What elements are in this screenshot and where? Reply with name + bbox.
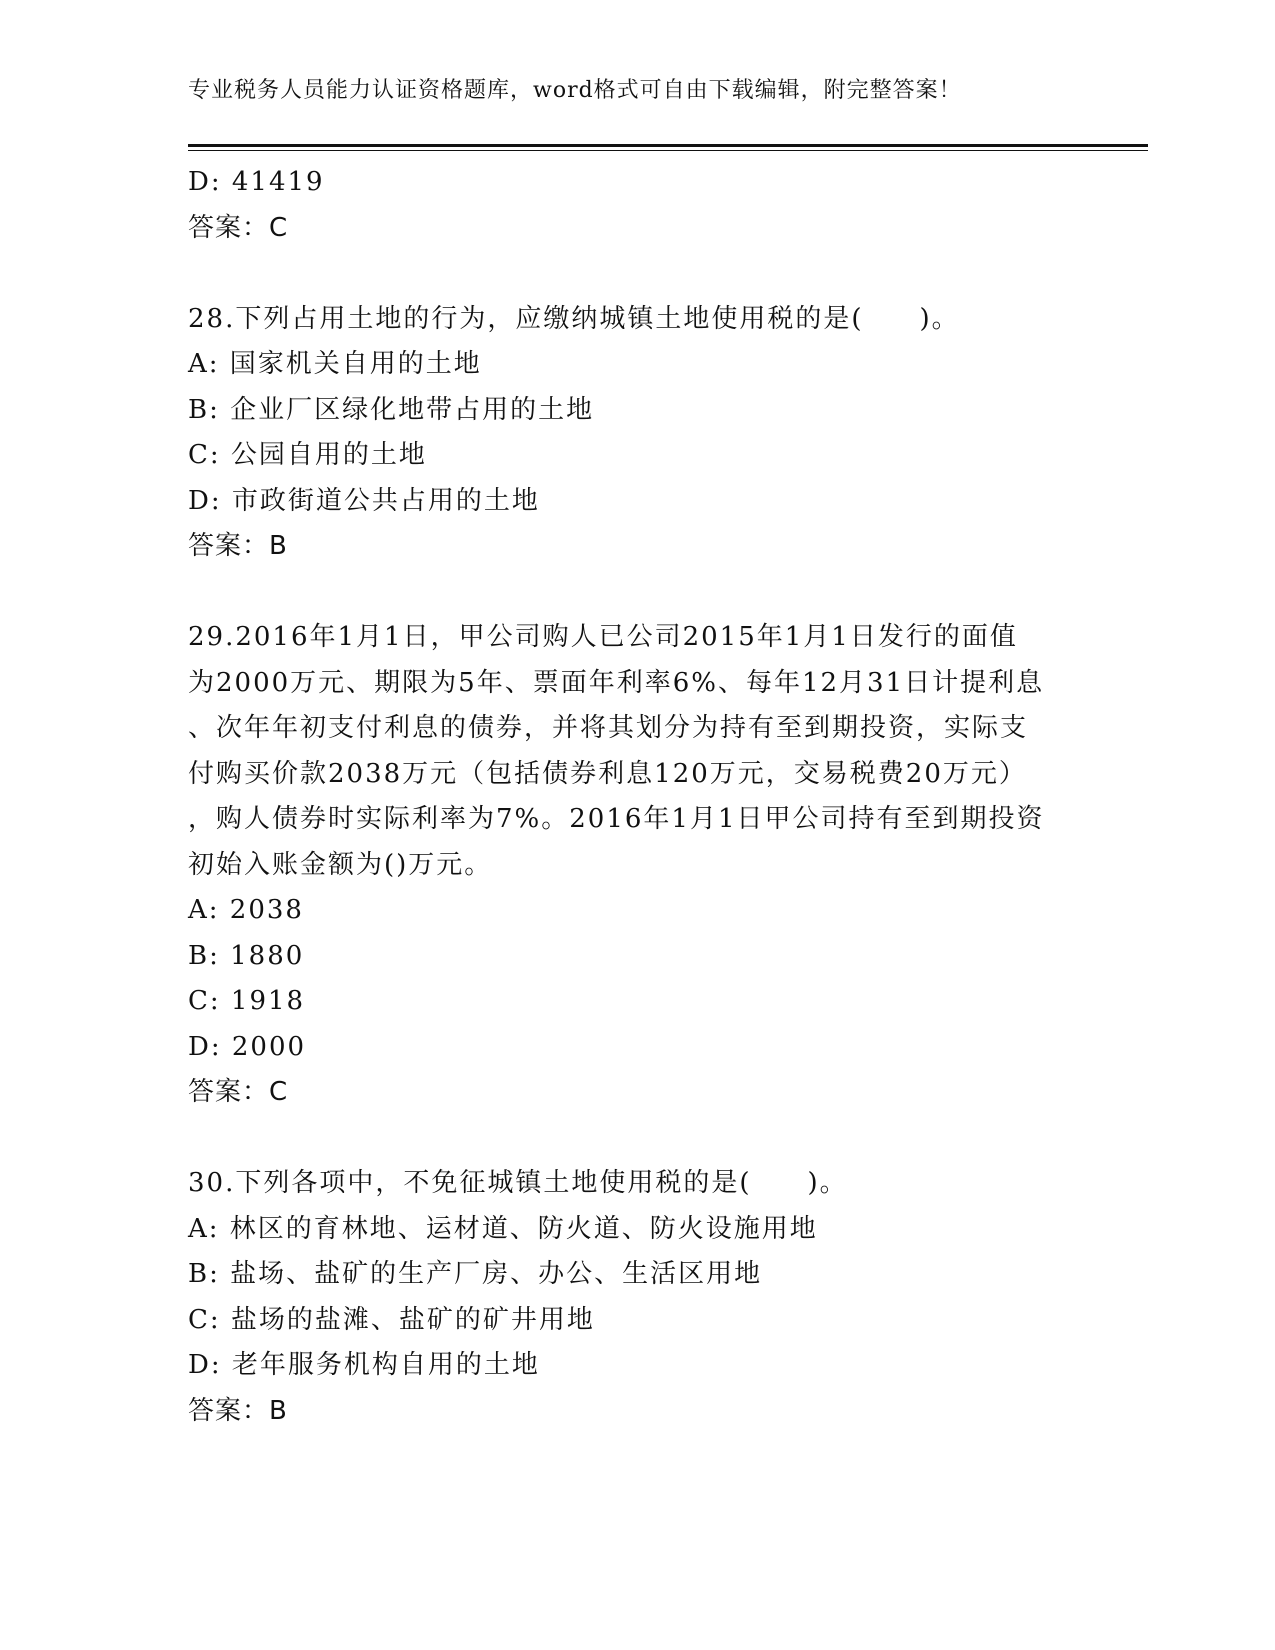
header-rule-thin xyxy=(188,150,1148,151)
answer: 答案：B xyxy=(188,531,288,561)
spacer xyxy=(188,1116,1088,1162)
prev-option-d: D: 41419 xyxy=(188,167,325,197)
option-b: B: 企业厂区绿化地带占用的土地 xyxy=(188,394,595,425)
header-rule-thick xyxy=(188,144,1148,147)
question-29 xyxy=(188,615,1088,1116)
spacer xyxy=(188,251,1088,297)
option-b: B: 1880 xyxy=(188,940,305,971)
option-a: A: 2038 xyxy=(188,895,304,925)
option-d: D: 老年服务机构自用的土地 xyxy=(188,1350,540,1380)
question-stem: 28.下列占用土地的行为，应缴纳城镇土地使用税的是( )。 xyxy=(188,303,960,334)
question-stem-line: ，购人债券时实际利率为7%。2016年1月1日甲公司持有至到期投资 xyxy=(188,804,1045,834)
question-stem-line: 付购买价款2038万元（包括债券利息120万元，交易税费20万元） xyxy=(188,758,1027,789)
option-c: C: 盐场的盐滩、盐矿的矿井用地 xyxy=(188,1304,595,1335)
spacer xyxy=(188,570,1088,616)
question-stem-line: 为2000万元、期限为5年、票面年利率6%、每年12月31日计提利息 xyxy=(188,667,1045,698)
option-c: C: 1918 xyxy=(188,986,306,1016)
page-header: 专业税务人员能力认证资格题库，word格式可自由下载编辑，附完整答案！ xyxy=(188,78,962,103)
question-30 xyxy=(188,1161,1088,1434)
question-stem-line: 初始入账金额为()万元。 xyxy=(188,849,493,880)
option-a: A: 国家机关自用的土地 xyxy=(188,349,482,379)
option-a: A: 林区的育林地、运材道、防火道、防火设施用地 xyxy=(188,1213,818,1244)
prev-answer: 答案：C xyxy=(188,212,289,243)
answer: 答案：B xyxy=(188,1395,288,1426)
question-stem-line: 29.2016年1月1日，甲公司购人已公司2015年1月1日发行的面值 xyxy=(188,622,1018,652)
question-stem: 30.下列各项中，不免征城镇土地使用税的是( )。 xyxy=(188,1168,848,1198)
option-b: B: 盐场、盐矿的生产厂房、办公、生活区用地 xyxy=(188,1259,763,1289)
question-28 xyxy=(188,297,1088,570)
option-c: C: 公园自用的土地 xyxy=(188,440,427,470)
option-d: D: 2000 xyxy=(188,1031,307,1062)
answer: 答案：C xyxy=(188,1077,289,1107)
option-d: D: 市政街道公共占用的土地 xyxy=(188,485,540,516)
question-content xyxy=(188,160,1088,1434)
question-stem-line: 、次年年初支付利息的债券，并将其划分为持有至到期投资，实际支 xyxy=(188,713,1029,743)
